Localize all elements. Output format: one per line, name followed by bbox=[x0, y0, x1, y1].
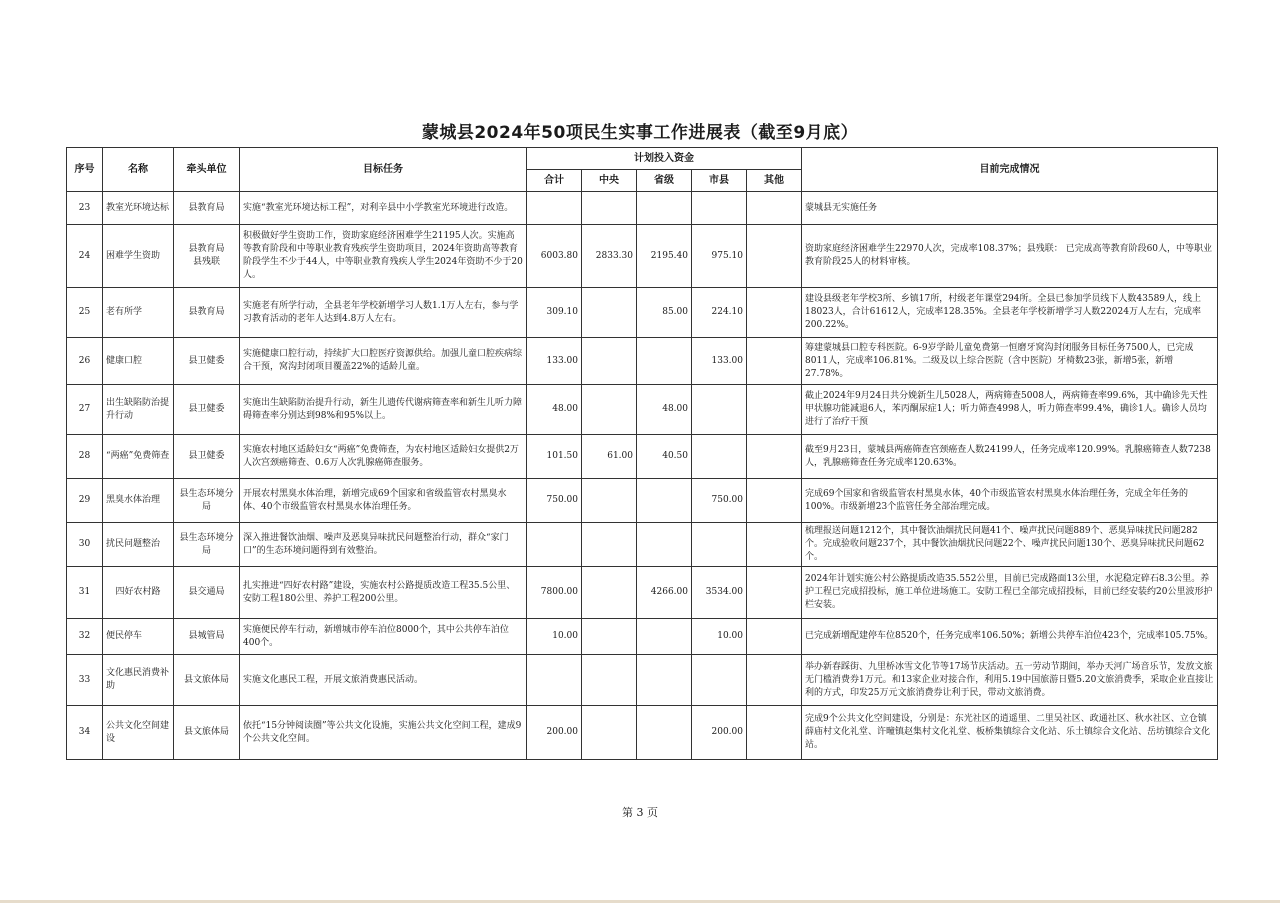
cell-city-county: 975.10 bbox=[692, 225, 747, 288]
cell-city-county: 133.00 bbox=[692, 338, 747, 385]
cell-total bbox=[527, 523, 582, 567]
cell-status: 截止2024年9月24日共分娩新生儿5028人，两病筛查5008人，两病筛查率99.6%，其中确诊先天性甲状腺功能减退6人，苯丙酮尿症1人；听力筛查4998人，听力筛查率99.4%，确诊1人。确诊人员均进行了治疗干预 bbox=[802, 385, 1218, 435]
progress-table bbox=[66, 147, 1218, 760]
cell-central bbox=[582, 655, 637, 706]
cell-total: 48.00 bbox=[527, 385, 582, 435]
cell-central bbox=[582, 288, 637, 338]
cell-total: 101.50 bbox=[527, 435, 582, 479]
header-lead-unit: 牵头单位 bbox=[174, 148, 240, 192]
cell-province bbox=[637, 523, 692, 567]
cell-province: 85.00 bbox=[637, 288, 692, 338]
cell-name: 教室光环境达标 bbox=[103, 192, 174, 225]
cell-province bbox=[637, 338, 692, 385]
cell-seq: 26 bbox=[67, 338, 103, 385]
cell-total: 7800.00 bbox=[527, 567, 582, 619]
cell-status: 筹建蒙城县口腔专科医院。6-9岁学龄儿童免费第一恒磨牙窝沟封闭服务目标任务7500人，已完成8011人，完成率106.81%。二级及以上综合医院（含中医院）牙椅数23张，新增5张，新增27.78%。 bbox=[802, 338, 1218, 385]
header-target-task: 目标任务 bbox=[240, 148, 527, 192]
cell-target-task: 实施老有所学行动，全县老年学校新增学习人数1.1万人左右，参与学习教育活动的老年人达到4.8万人左右。 bbox=[240, 288, 527, 338]
cell-lead-unit: 县教育局 bbox=[174, 192, 240, 225]
table-row bbox=[67, 288, 1218, 338]
cell-status: 截至9月23日，蒙城县两癌筛查宫颈癌查人数24199人，任务完成率120.99%。乳腺癌筛查人数7238人，乳腺癌筛查任务完成率120.63%。 bbox=[802, 435, 1218, 479]
header-planned-funds: 计划投入资金 bbox=[527, 148, 802, 170]
cell-central bbox=[582, 385, 637, 435]
table-row bbox=[67, 567, 1218, 619]
table-row bbox=[67, 523, 1218, 567]
cell-name: “两癌”免费筛查 bbox=[103, 435, 174, 479]
header-total: 合计 bbox=[527, 170, 582, 192]
cell-central: 2833.30 bbox=[582, 225, 637, 288]
table-row bbox=[67, 225, 1218, 288]
cell-city-county: 200.00 bbox=[692, 706, 747, 760]
cell-seq: 33 bbox=[67, 655, 103, 706]
cell-province: 2195.40 bbox=[637, 225, 692, 288]
cell-city-county bbox=[692, 523, 747, 567]
table-row bbox=[67, 479, 1218, 523]
cell-total: 309.10 bbox=[527, 288, 582, 338]
cell-seq: 25 bbox=[67, 288, 103, 338]
cell-central bbox=[582, 567, 637, 619]
table-row bbox=[67, 619, 1218, 655]
cell-status: 梳理报送问题1212个，其中餐饮油烟扰民问题41个、噪声扰民问题889个、恶臭异味扰民问题282个。完成验收问题237个，其中餐饮油烟扰民问题22个、噪声扰民问题130个、恶臭异味扰民问题62个。 bbox=[802, 523, 1218, 567]
cell-central bbox=[582, 523, 637, 567]
cell-lead-unit: 县卫健委 bbox=[174, 338, 240, 385]
table-row bbox=[67, 192, 1218, 225]
cell-city-county: 3534.00 bbox=[692, 567, 747, 619]
cell-target-task: 实施出生缺陷防治提升行动，新生儿遗传代谢病筛查率和新生儿听力障碍筛查率分别达到98%和95%以上。 bbox=[240, 385, 527, 435]
cell-lead-unit: 县教育局 县残联 bbox=[174, 225, 240, 288]
cell-central bbox=[582, 706, 637, 760]
header-other: 其他 bbox=[747, 170, 802, 192]
cell-status: 完成9个公共文化空间建设，分别是：东光社区的逍遥里、二里吴社区、政通社区、秋水社区、立仓镇薛庙村文化礼堂、许疃镇赵集村文化礼堂、板桥集镇综合文化站、乐土镇综合文化站、岳坊镇综合文化站。 bbox=[802, 706, 1218, 760]
cell-province: 48.00 bbox=[637, 385, 692, 435]
cell-central: 61.00 bbox=[582, 435, 637, 479]
table-row bbox=[67, 385, 1218, 435]
cell-lead-unit: 县城管局 bbox=[174, 619, 240, 655]
cell-city-county: 224.10 bbox=[692, 288, 747, 338]
cell-target-task: 积极做好学生资助工作，资助家庭经济困难学生21195人次。实施高等教育阶段和中等职业教育残疾学生资助项目，2024年资助高等教育阶段学生不少于44人，中等职业教育残疾人学生2024年资助不少于20人。 bbox=[240, 225, 527, 288]
header-province: 省级 bbox=[637, 170, 692, 192]
cell-name: 四好农村路 bbox=[103, 567, 174, 619]
cell-seq: 32 bbox=[67, 619, 103, 655]
cell-seq: 28 bbox=[67, 435, 103, 479]
cell-other bbox=[747, 706, 802, 760]
cell-city-county bbox=[692, 385, 747, 435]
cell-total: 133.00 bbox=[527, 338, 582, 385]
cell-seq: 34 bbox=[67, 706, 103, 760]
cell-total: 200.00 bbox=[527, 706, 582, 760]
header-seq: 序号 bbox=[67, 148, 103, 192]
cell-city-county bbox=[692, 192, 747, 225]
cell-target-task: 开展农村黑臭水体治理，新增完成69个国家和省级监管农村黑臭水体、40个市级监管农村黑臭水体治理任务。 bbox=[240, 479, 527, 523]
cell-other bbox=[747, 192, 802, 225]
cell-total: 6003.80 bbox=[527, 225, 582, 288]
cell-lead-unit: 县文旅体局 bbox=[174, 706, 240, 760]
cell-status: 完成69个国家和省级监管农村黑臭水体，40个市级监管农村黑臭水体治理任务，完成全年任务的100%。市级新增23个监管任务全部治理完成。 bbox=[802, 479, 1218, 523]
cell-name: 扰民问题整治 bbox=[103, 523, 174, 567]
table-row bbox=[67, 655, 1218, 706]
cell-city-county bbox=[692, 655, 747, 706]
cell-target-task: 依托“15分钟阅读圈”等公共文化设施，实施公共文化空间工程，建成9个公共文化空间。 bbox=[240, 706, 527, 760]
cell-seq: 29 bbox=[67, 479, 103, 523]
table-row bbox=[67, 338, 1218, 385]
header-name: 名称 bbox=[103, 148, 174, 192]
cell-status: 已完成新增配建停车位8520个，任务完成率106.50%；新增公共停车泊位423个，完成率105.75%。 bbox=[802, 619, 1218, 655]
cell-other bbox=[747, 655, 802, 706]
cell-province bbox=[637, 706, 692, 760]
cell-status: 2024年计划实施公村公路提质改造35.552公里，目前已完成路面13公里，水泥稳定碎石8.3公里。养护工程已完成招投标，施工单位进场施工。安防工程已全部完成招投标，目前已经安装约20公里波形护栏安装。 bbox=[802, 567, 1218, 619]
cell-central bbox=[582, 479, 637, 523]
header-current-status: 目前完成情况 bbox=[802, 148, 1218, 192]
cell-other bbox=[747, 288, 802, 338]
cell-other bbox=[747, 225, 802, 288]
cell-province bbox=[637, 619, 692, 655]
cell-seq: 27 bbox=[67, 385, 103, 435]
table-row bbox=[67, 706, 1218, 760]
cell-other bbox=[747, 435, 802, 479]
cell-province bbox=[637, 192, 692, 225]
page-number: 第 3 页 bbox=[622, 806, 658, 819]
table-row bbox=[67, 435, 1218, 479]
cell-province: 4266.00 bbox=[637, 567, 692, 619]
cell-seq: 23 bbox=[67, 192, 103, 225]
cell-other bbox=[747, 567, 802, 619]
page-title: 蒙城县2024年50项民生实事工作进展表（截至9月底） bbox=[421, 123, 859, 143]
cell-name: 黑臭水体治理 bbox=[103, 479, 174, 523]
cell-name: 老有所学 bbox=[103, 288, 174, 338]
cell-province bbox=[637, 479, 692, 523]
cell-status: 举办新春踩街、九里桥冰雪文化节等17场节庆活动。五一劳动节期间，举办天河广场音乐节，发放文旅无门槛消费券1万元。和13家企业对接合作，利用5.19中国旅游日暨5.20文旅消费季，采取企业直接让利的方式，印发25万元文旅消费券让利于民，带动文旅消费。 bbox=[802, 655, 1218, 706]
cell-city-county bbox=[692, 435, 747, 479]
cell-total: 750.00 bbox=[527, 479, 582, 523]
cell-lead-unit: 县教育局 bbox=[174, 288, 240, 338]
cell-status: 蒙城县无实施任务 bbox=[802, 192, 1218, 225]
cell-lead-unit: 县交通局 bbox=[174, 567, 240, 619]
cell-target-task: 深入推进餐饮油烟、噪声及恶臭异味扰民问题整治行动，群众“家门口”的生态环境问题得到有效整治。 bbox=[240, 523, 527, 567]
cell-other bbox=[747, 338, 802, 385]
cell-target-task: 实施健康口腔行动，持续扩大口腔医疗资源供给。加强儿童口腔疾病综合干预，窝沟封闭项目覆盖22%的适龄儿童。 bbox=[240, 338, 527, 385]
cell-total bbox=[527, 192, 582, 225]
cell-lead-unit: 县生态环境分局 bbox=[174, 523, 240, 567]
cell-other bbox=[747, 619, 802, 655]
cell-target-task: 实施文化惠民工程，开展文旅消费惠民活动。 bbox=[240, 655, 527, 706]
cell-other bbox=[747, 479, 802, 523]
cell-total bbox=[527, 655, 582, 706]
cell-city-county: 10.00 bbox=[692, 619, 747, 655]
cell-lead-unit: 县文旅体局 bbox=[174, 655, 240, 706]
cell-lead-unit: 县卫健委 bbox=[174, 435, 240, 479]
cell-name: 文化惠民消费补助 bbox=[103, 655, 174, 706]
cell-target-task: 扎实推进“四好农村路”建设，实施农村公路提质改造工程35.5公里、安防工程180公里、养护工程200公里。 bbox=[240, 567, 527, 619]
cell-province bbox=[637, 655, 692, 706]
header-city-county: 市县 bbox=[692, 170, 747, 192]
cell-name: 困难学生资助 bbox=[103, 225, 174, 288]
cell-central bbox=[582, 619, 637, 655]
cell-target-task: 实施农村地区适龄妇女“两癌”免费筛查，为农村地区适龄妇女提供2万人次宫颈癌筛查、0.6万人次乳腺癌筛查服务。 bbox=[240, 435, 527, 479]
cell-seq: 24 bbox=[67, 225, 103, 288]
cell-name: 出生缺陷防治提升行动 bbox=[103, 385, 174, 435]
cell-status: 资助家庭经济困难学生22970人次，完成率108.37%；县残联： 已完成高等教育阶段60人，中等职业教育阶段25人的材料审核。 bbox=[802, 225, 1218, 288]
cell-city-county: 750.00 bbox=[692, 479, 747, 523]
page-bottom-divider bbox=[0, 900, 1280, 903]
cell-lead-unit: 县卫健委 bbox=[174, 385, 240, 435]
cell-central bbox=[582, 192, 637, 225]
cell-name: 健康口腔 bbox=[103, 338, 174, 385]
cell-seq: 30 bbox=[67, 523, 103, 567]
cell-status: 建设县级老年学校3所、乡镇17所，村级老年课堂294所。全县已参加学员线下人数43589人，线上18023人，合计61612人，完成率128.35%。全县老年学校新增学习人数22024万人左右，完成率200.22%。 bbox=[802, 288, 1218, 338]
cell-name: 公共文化空间建设 bbox=[103, 706, 174, 760]
cell-lead-unit: 县生态环境分局 bbox=[174, 479, 240, 523]
cell-target-task: 实施便民停车行动，新增城市停车泊位8000个，其中公共停车泊位400个。 bbox=[240, 619, 527, 655]
cell-seq: 31 bbox=[67, 567, 103, 619]
cell-name: 便民停车 bbox=[103, 619, 174, 655]
cell-target-task: 实施“教室光环境达标工程”，对利辛县中小学教室光环境进行改造。 bbox=[240, 192, 527, 225]
cell-total: 10.00 bbox=[527, 619, 582, 655]
cell-other bbox=[747, 523, 802, 567]
cell-province: 40.50 bbox=[637, 435, 692, 479]
header-central: 中央 bbox=[582, 170, 637, 192]
cell-central bbox=[582, 338, 637, 385]
cell-other bbox=[747, 385, 802, 435]
